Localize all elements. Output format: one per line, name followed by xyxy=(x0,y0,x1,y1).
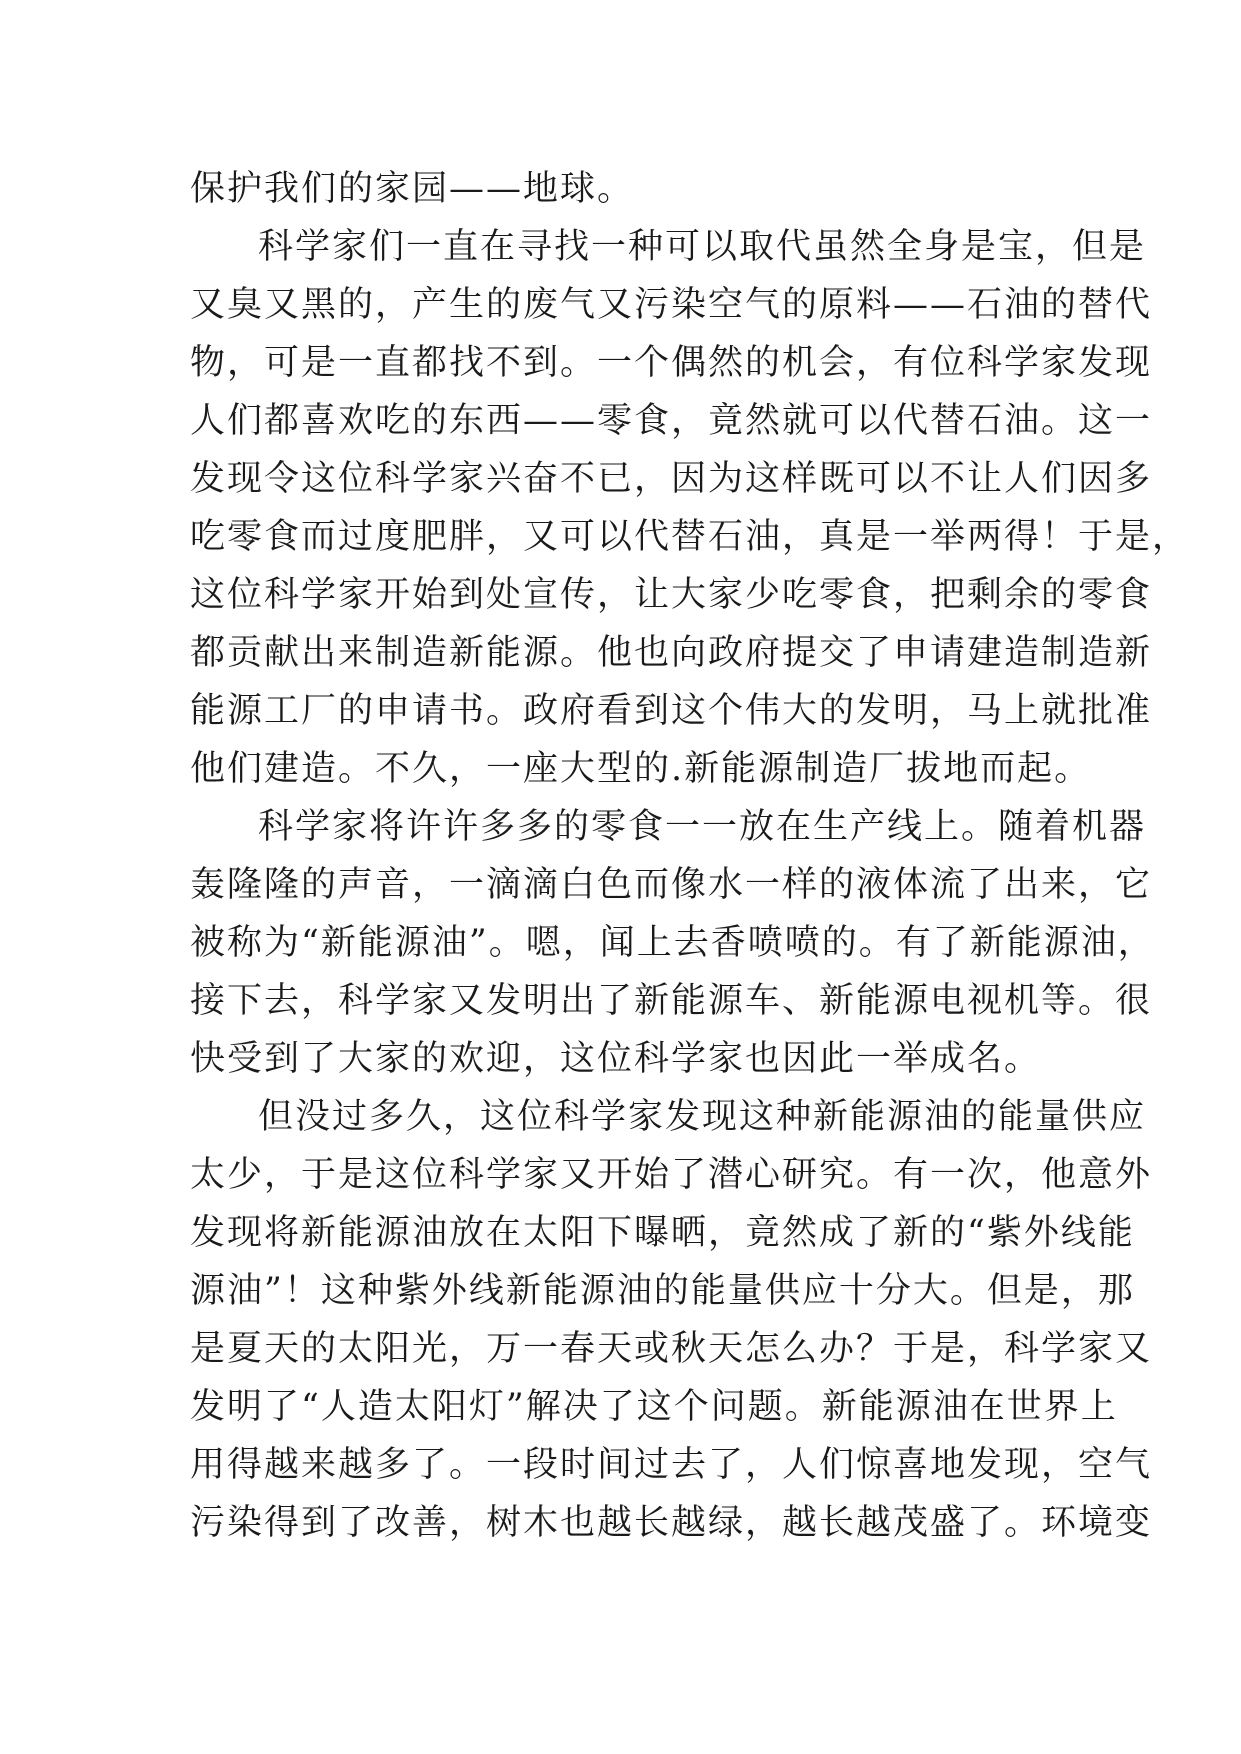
text-line: 轰隆隆的声音，一滴滴白色而像水一样的液体流了出来，它 xyxy=(190,865,1153,905)
text-line: 吃零食而过度肥胖，又可以代替石油，真是一举两得！于是， xyxy=(190,517,1190,557)
text-line: 是夏天的太阳光，万一春天或秋天怎么办？于是，科学家又 xyxy=(190,1329,1153,1369)
text-line: 被称为“新能源油”。嗯，闻上去香喷喷的。有了新能源油， xyxy=(190,923,1155,963)
text-line: 保护我们的家园——地球。 xyxy=(190,169,635,209)
text-line: 又臭又黑的，产生的废气又污染空气的原料——石油的替代 xyxy=(190,285,1153,325)
paragraph-start-line: 科学家们一直在寻找一种可以取代虽然全身是宝，但是 xyxy=(258,227,1147,267)
text-line: 这位科学家开始到处宣传，让大家少吃零食，把剩余的零食 xyxy=(190,575,1153,615)
text-line: 能源工厂的申请书。政府看到这个伟大的发明，马上就批准 xyxy=(190,691,1153,731)
body-text xyxy=(190,160,1190,1552)
text-line: 人们都喜欢吃的东西——零食，竟然就可以代替石油。这一 xyxy=(190,401,1153,441)
text-line: 他们建造。不久，一座大型的.新能源制造厂拔地而起。 xyxy=(190,749,1092,789)
text-line: 都贡献出来制造新能源。他也向政府提交了申请建造制造新 xyxy=(190,633,1153,673)
text-line: 物，可是一直都找不到。一个偶然的机会，有位科学家发现 xyxy=(190,343,1153,383)
text-line: 发现令这位科学家兴奋不已，因为这样既可以不让人们因多 xyxy=(190,459,1153,499)
text-line: 用得越来越多了。一段时间过去了，人们惊喜地发现，空气 xyxy=(190,1445,1153,1485)
text-line: 污染得到了改善，树木也越长越绿，越长越茂盛了。环境变 xyxy=(190,1503,1153,1543)
paragraph-start-line: 科学家将许许多多的零食一一放在生产线上。随着机器 xyxy=(258,807,1147,847)
text-line: 发现将新能源油放在太阳下曝晒，竟然成了新的“紫外线能 xyxy=(190,1213,1135,1253)
text-line: 发明了“人造太阳灯”解决了这个问题。新能源油在世界上 xyxy=(190,1387,1118,1427)
text-line: 接下去，科学家又发明出了新能源车、新能源电视机等。很 xyxy=(190,981,1153,1021)
paragraph-start-line: 但没过多久，这位科学家发现这种新能源油的能量供应 xyxy=(258,1097,1147,1137)
text-line: 太少，于是这位科学家又开始了潜心研究。有一次，他意外 xyxy=(190,1155,1153,1195)
text-line: 源油”！这种紫外线新能源油的能量供应十分大。但是，那 xyxy=(190,1271,1135,1311)
text-line: 快受到了大家的欢迎，这位科学家也因此一举成名。 xyxy=(190,1039,1042,1079)
